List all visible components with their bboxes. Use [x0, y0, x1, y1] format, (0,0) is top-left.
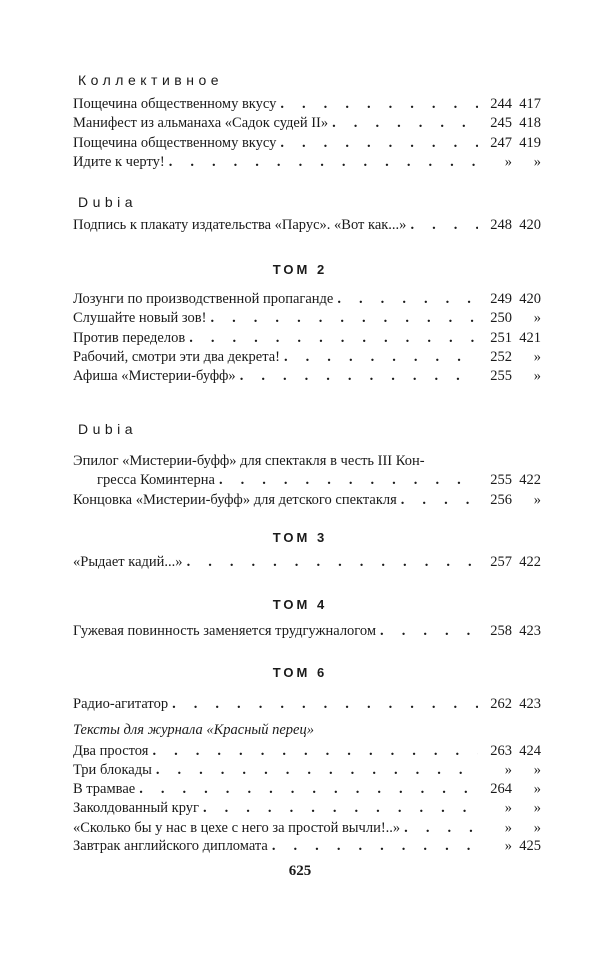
- section-heading: Коллективное: [78, 72, 224, 88]
- entry-title: Пощечина общественному вкусу: [73, 134, 280, 153]
- page-number-notes: »: [533, 781, 541, 797]
- page-number-text: 262: [490, 696, 512, 712]
- page-number-notes: 420: [519, 217, 541, 233]
- entry-title: Афиша «Мистерии-буфф»: [73, 367, 240, 386]
- section-heading: Dubia: [78, 194, 138, 210]
- page-number-text: 249: [490, 291, 512, 307]
- page-number-notes: »: [533, 154, 541, 170]
- volume-heading: ТОМ 3: [272, 530, 328, 545]
- entry-title: Радио-агитатор: [73, 695, 172, 714]
- page-number-text: 244: [490, 96, 512, 112]
- page-number-notes: 417: [519, 96, 541, 112]
- toc-entry: [73, 348, 541, 367]
- page-number-notes: »: [533, 368, 541, 384]
- page-number-notes: 418: [519, 115, 541, 131]
- dot-leader: [380, 622, 478, 641]
- page-number-text: 257: [490, 554, 512, 570]
- entry-title: Подпись к плакату издательства «Парус». «Вот как...»: [73, 216, 410, 235]
- dot-leader: [210, 309, 478, 328]
- page-number-text: [478, 452, 512, 471]
- dot-leader: [332, 114, 478, 133]
- toc-entry: [73, 452, 541, 471]
- page-number-notes: 419: [519, 135, 541, 151]
- page-number-text: »: [504, 800, 512, 816]
- dot-leader: [272, 837, 478, 856]
- dot-leader: [189, 329, 478, 348]
- dot-leader: [280, 95, 478, 114]
- page-number-text: »: [504, 820, 512, 836]
- dot-leader: [410, 216, 478, 235]
- toc-entry: [73, 780, 541, 799]
- entry-title: Концовка «Мистерии-буфф» для детского спектакля: [73, 491, 401, 510]
- page-number-notes: »: [533, 762, 541, 778]
- toc-entry: [73, 309, 541, 328]
- page-number-text: 255: [490, 368, 512, 384]
- toc-entry: [73, 695, 541, 714]
- dot-leader: [280, 134, 478, 153]
- dot-leader: [152, 742, 478, 761]
- entry-title: Идите к черту!: [73, 153, 169, 172]
- toc-entry: [73, 553, 541, 572]
- entry-title: «Сколько бы у нас в цехе с него за простой вычли!..»: [73, 819, 404, 838]
- page-number-notes: 422: [519, 472, 541, 488]
- dot-leader: [219, 471, 478, 490]
- page-number-notes: 425: [519, 838, 541, 854]
- entry-title: Гужевая повинность заменяется трудгужналогом: [73, 622, 380, 641]
- toc-entry: [73, 622, 541, 641]
- page-number-text: 251: [490, 330, 512, 346]
- dot-leader: [203, 799, 478, 818]
- toc-entry: [73, 491, 541, 510]
- toc-entry: [73, 761, 541, 780]
- page-number-notes: »: [533, 800, 541, 816]
- dot-leader: [169, 153, 478, 172]
- page-number-text: 248: [490, 217, 512, 233]
- page-number-text: 255: [490, 472, 512, 488]
- page-number-text: 258: [490, 623, 512, 639]
- page-number-text: »: [504, 762, 512, 778]
- page-number-notes: [512, 452, 541, 471]
- toc-entry: [73, 153, 541, 172]
- dot-leader: [187, 553, 478, 572]
- entry-title: Два простоя: [73, 742, 152, 761]
- page-number-text: »: [504, 838, 512, 854]
- page-number-text: 247: [490, 135, 512, 151]
- dot-leader: [337, 290, 478, 309]
- entry-title: Эпилог «Мистерии-буфф» для спектакля в честь III Кон-: [73, 452, 429, 471]
- page-number-notes: »: [533, 349, 541, 365]
- entry-title: Лозунги по производственной пропаганде: [73, 290, 337, 309]
- page-number-text: 264: [490, 781, 512, 797]
- entry-title: Заколдованный круг: [73, 799, 203, 818]
- dot-leader: [156, 761, 478, 780]
- toc-entry: [73, 742, 541, 761]
- toc-entry: [73, 799, 541, 818]
- page-number-notes: 423: [519, 623, 541, 639]
- toc-entry: [73, 114, 541, 133]
- toc-entry: [73, 837, 541, 856]
- page-number-notes: 420: [519, 291, 541, 307]
- entry-title: гресса Коминтерна: [73, 471, 219, 490]
- toc-entry: [73, 290, 541, 309]
- entry-title: «Рыдает кадий...»: [73, 553, 187, 572]
- page-number-text: 252: [490, 349, 512, 365]
- entry-title: Слушайте новый зов!: [73, 309, 210, 328]
- dot-leader: [284, 348, 478, 367]
- entry-title: Манифест из альманаха «Садок судей II»: [73, 114, 332, 133]
- volume-heading: ТОМ 6: [272, 665, 328, 680]
- dot-leader: [404, 819, 478, 838]
- entry-title: Пощечина общественному вкусу: [73, 95, 280, 114]
- entry-title: Рабочий, смотри эти два декрета!: [73, 348, 284, 367]
- section-heading: Dubia: [78, 421, 138, 437]
- toc-entry: [73, 367, 541, 386]
- subsection-heading: Тексты для журнала «Красный перец»: [73, 722, 314, 738]
- toc-entry: [73, 134, 541, 153]
- dot-leader: [401, 491, 478, 510]
- entry-title: Три блокады: [73, 761, 156, 780]
- entry-title: Против переделов: [73, 329, 189, 348]
- dot-leader: [172, 695, 478, 714]
- page-number-text: 250: [490, 310, 512, 326]
- toc-entry: [73, 819, 541, 838]
- page-number-notes: 422: [519, 554, 541, 570]
- entry-title: В трамвае: [73, 780, 139, 799]
- dot-leader: [429, 452, 478, 471]
- page-number: 625: [288, 863, 312, 879]
- page-number-notes: 421: [519, 330, 541, 346]
- volume-heading: ТОМ 4: [272, 597, 328, 612]
- page-number-notes: »: [533, 492, 541, 508]
- toc-entry: [73, 95, 541, 114]
- page-number-notes: »: [533, 820, 541, 836]
- toc-entry: [73, 216, 541, 235]
- page-number-text: »: [504, 154, 512, 170]
- page-number-notes: »: [533, 310, 541, 326]
- volume-heading: ТОМ 2: [272, 262, 328, 277]
- toc-entry: [73, 329, 541, 348]
- toc-entry: [73, 471, 541, 490]
- page-number-notes: 424: [519, 743, 541, 759]
- dot-leader: [240, 367, 478, 386]
- page-number-text: 245: [490, 115, 512, 131]
- entry-title: Завтрак английского дипломата: [73, 837, 272, 856]
- page-number-notes: 423: [519, 696, 541, 712]
- page-number-text: 256: [490, 492, 512, 508]
- page-number-text: 263: [490, 743, 512, 759]
- dot-leader: [139, 780, 478, 799]
